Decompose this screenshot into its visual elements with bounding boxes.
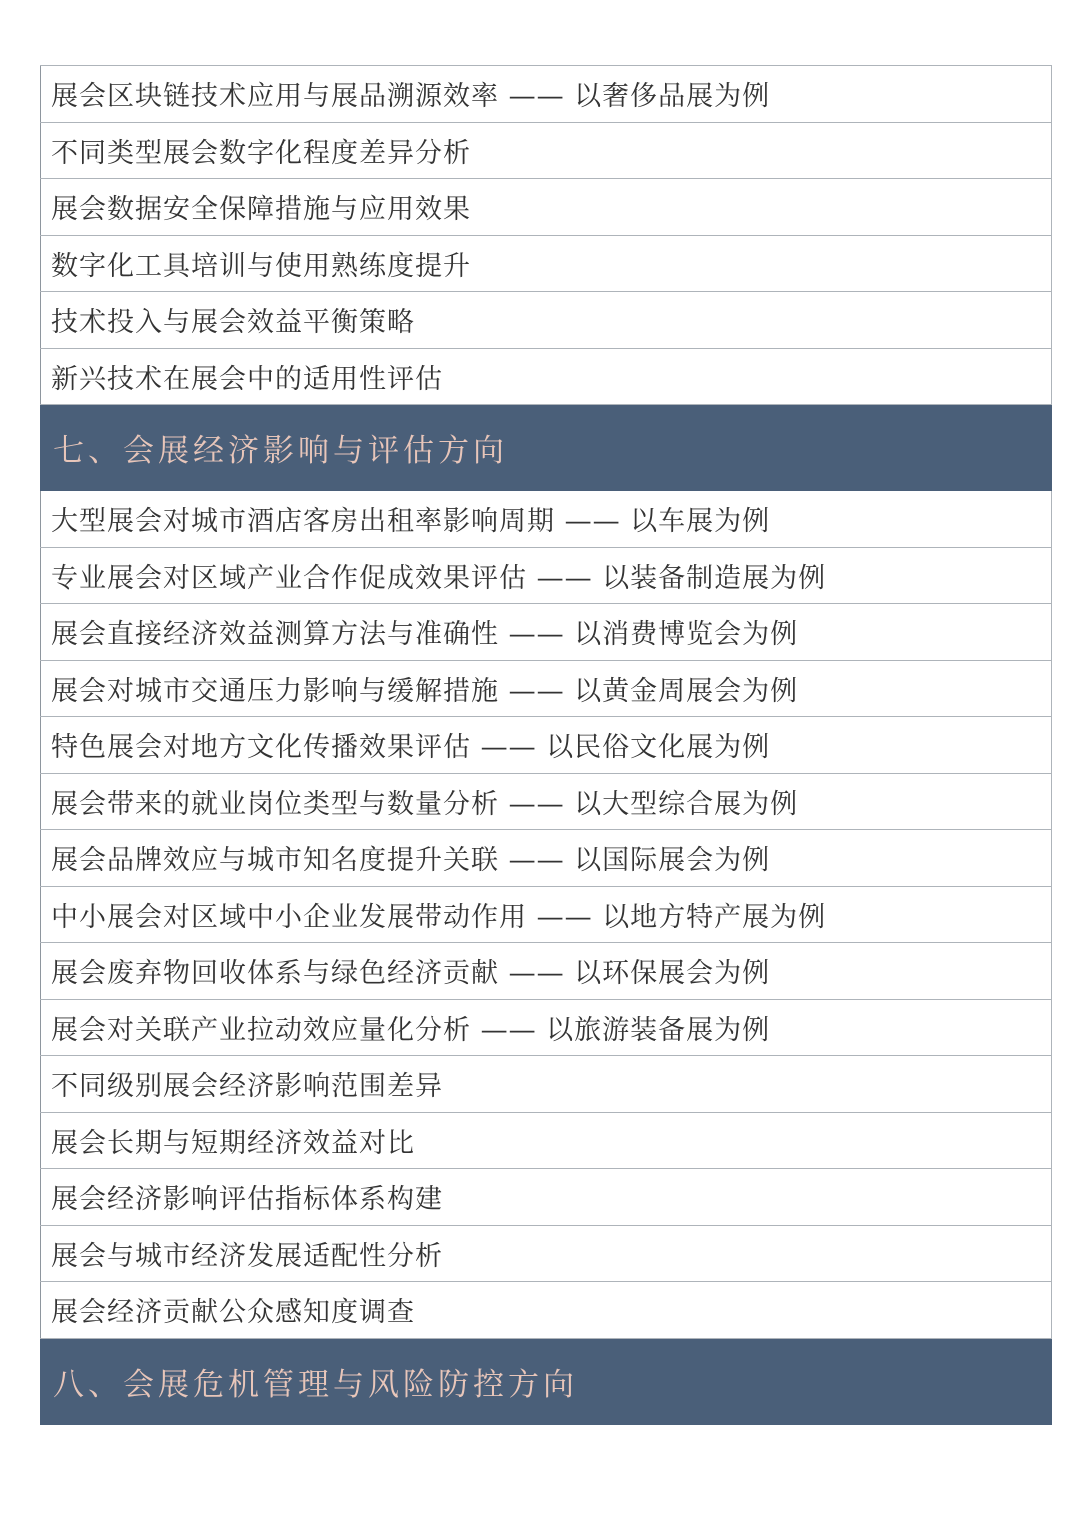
- section-header-8: [41, 1338, 1052, 1424]
- table-row: [41, 547, 1052, 604]
- table-row: [41, 830, 1052, 887]
- topic-cell: 数字化工具培训与使用熟练度提升: [41, 235, 1052, 292]
- topic-table-page: [40, 65, 1052, 1425]
- table-row: [41, 491, 1052, 548]
- table-row: [41, 660, 1052, 717]
- topic-cell: 展会长期与短期经济效益对比: [41, 1112, 1052, 1169]
- topic-cell: 展会直接经济效益测算方法与准确性 —— 以消费博览会为例: [41, 604, 1052, 661]
- topic-cell: 中小展会对区域中小企业发展带动作用 —— 以地方特产展为例: [41, 886, 1052, 943]
- topic-cell: 展会数据安全保障措施与应用效果: [41, 179, 1052, 236]
- table-row: [41, 1112, 1052, 1169]
- topic-cell: 新兴技术在展会中的适用性评估: [41, 348, 1052, 405]
- section-title: 八、会展危机管理与风险防控方向: [41, 1338, 1052, 1424]
- section-header-7: [41, 405, 1052, 491]
- topic-cell: 展会区块链技术应用与展品溯源效率 —— 以奢侈品展为例: [41, 66, 1052, 123]
- table-row: [41, 1225, 1052, 1282]
- topic-cell: 展会对关联产业拉动效应量化分析 —— 以旅游装备展为例: [41, 999, 1052, 1056]
- topic-cell: 特色展会对地方文化传播效果评估 —— 以民俗文化展为例: [41, 717, 1052, 774]
- table-row: [41, 235, 1052, 292]
- topic-cell: 展会废弃物回收体系与绿色经济贡献 —— 以环保展会为例: [41, 943, 1052, 1000]
- topic-cell: 展会对城市交通压力影响与缓解措施 —— 以黄金周展会为例: [41, 660, 1052, 717]
- topic-cell: 展会与城市经济发展适配性分析: [41, 1225, 1052, 1282]
- topic-cell: 不同级别展会经济影响范围差异: [41, 1056, 1052, 1113]
- table-row: [41, 604, 1052, 661]
- table-row: [41, 943, 1052, 1000]
- table-row: [41, 179, 1052, 236]
- topic-cell: 不同类型展会数字化程度差异分析: [41, 122, 1052, 179]
- topic-cell: 大型展会对城市酒店客房出租率影响周期 —— 以车展为例: [41, 491, 1052, 548]
- table-row: [41, 999, 1052, 1056]
- topic-cell: 展会带来的就业岗位类型与数量分析 —— 以大型综合展为例: [41, 773, 1052, 830]
- table-row: [41, 1169, 1052, 1226]
- topic-cell: 专业展会对区域产业合作促成效果评估 —— 以装备制造展为例: [41, 547, 1052, 604]
- table-row: [41, 1056, 1052, 1113]
- topic-cell: 展会经济影响评估指标体系构建: [41, 1169, 1052, 1226]
- table-row: [41, 1282, 1052, 1339]
- topic-cell: 展会经济贡献公众感知度调查: [41, 1282, 1052, 1339]
- topic-table: [40, 65, 1052, 1425]
- table-row: [41, 122, 1052, 179]
- table-row: [41, 292, 1052, 349]
- topic-cell: 展会品牌效应与城市知名度提升关联 —— 以国际展会为例: [41, 830, 1052, 887]
- section-title: 七、会展经济影响与评估方向: [41, 405, 1052, 491]
- table-row: [41, 348, 1052, 405]
- table-row: [41, 773, 1052, 830]
- table-row: [41, 886, 1052, 943]
- table-row: [41, 66, 1052, 123]
- table-row: [41, 717, 1052, 774]
- topic-cell: 技术投入与展会效益平衡策略: [41, 292, 1052, 349]
